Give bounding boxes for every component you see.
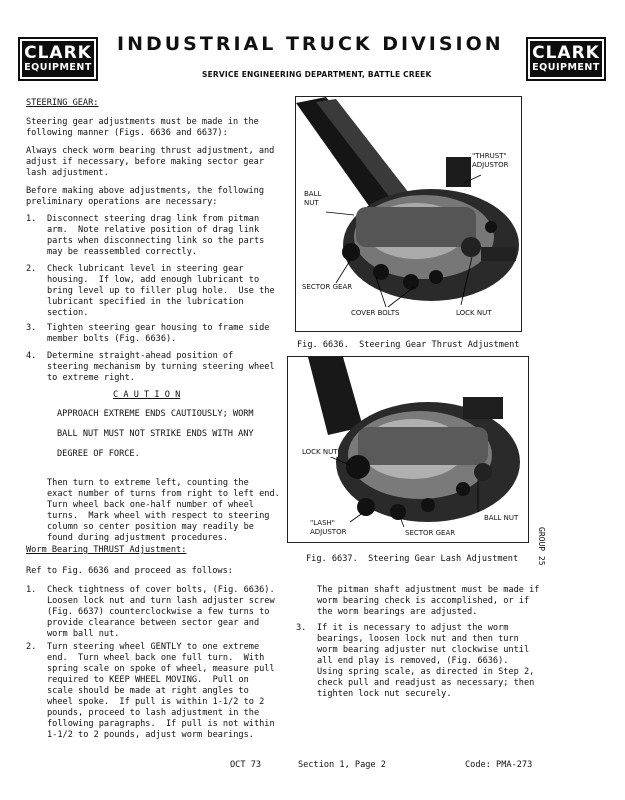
lock-nut-label: LOCK NUT [456, 309, 492, 317]
step-text: Turn steering wheel GENTLY to one extreme end. Turn wheel back one full turn. With spring scale on spoke of wheel, measure pull required to KEEP WHEEL MOVING. Pull on scale should be made at right angles to wheel spoke. If pull is within 1-1/2 to 2 pounds, proceed to lash adjustment in the following paragraphs. If pull is not within 1-1/2 to 2 pounds, adjust worm bearings. [47, 642, 275, 740]
page-subtitle: SERVICE ENGINEERING DEPARTMENT, BATTLE CREEK [202, 70, 432, 79]
steering-gear-heading: STEERING GEAR: [26, 98, 99, 108]
figure-6636-caption: Fig. 6636. Steering Gear Thrust Adjustment [297, 340, 520, 350]
pitman-paragraph: The pitman shaft adjustment must be made if worm bearing check is accomplished, or if the worm bearings are adjusted. [317, 585, 540, 617]
cover-bolts-label: COVER BOLTS [351, 309, 400, 317]
step-text: Check lubricant level in steering gear housing. If low, add enough lubricant to bring level up to filler plug hole. Use the lubricant specified in the lubrication section. [47, 264, 275, 318]
figure-6636 [295, 96, 522, 332]
step-number: 3. [296, 623, 307, 633]
ball-nut-label: BALL NUT [304, 190, 322, 207]
check-paragraph: Always check worm bearing thrust adjustment, and adjust if necessary, before making sector gear lash adjustment. [26, 146, 275, 178]
lock-nut-label-2: LOCK NUT [302, 448, 338, 456]
step-number: 3. [26, 323, 37, 333]
thrust-adjustor-label: "THRUST" ADJUSTOR [472, 152, 509, 169]
footer-date: OCT 73 [230, 760, 262, 770]
figure-6637 [287, 356, 529, 543]
intro-paragraph: Steering gear adjustments must be made in the following manner (Figs. 6636 and 6637): [26, 117, 259, 138]
preliminary-paragraph: Before making above adjustments, the following preliminary operations are necessary: [26, 186, 264, 207]
step-number: 2. [26, 264, 37, 274]
reference-line: Ref to Fig. 6636 and proceed as follows: [26, 566, 233, 576]
caution-line: DEGREE OF FORCE. [57, 449, 140, 459]
turn-paragraph: Then turn to extreme left, counting the exact number of turns from right to left end. Turn wheel back one-half number of wheel turns. Mark wheel with respect to steering column so center position may readily be found during adjustment procedures. [47, 478, 280, 543]
sector-gear-label: SECTOR GEAR [302, 283, 353, 291]
step-text: Check tightness of cover bolts, (Fig. 6636). Loosen lock nut and turn lash adjuster screw (Fig. 6637) counterclockwise a few turns to provide clearance between sector gear and worm ball nut. [47, 585, 275, 639]
lash-adjustor-label: "LASH" ADJUSTOR [310, 519, 347, 536]
caution-line: BALL NUT MUST NOT STRIKE ENDS WITH ANY [57, 429, 254, 439]
step-number: 2. [26, 642, 37, 652]
sector-gear-label-2: SECTOR GEAR [405, 529, 456, 537]
caution-title: C A U T I O N [113, 390, 181, 400]
step-number: 1. [26, 214, 37, 224]
step-number: 1. [26, 585, 37, 595]
clark-logo-right: CLARK EQUIPMENT [526, 37, 606, 81]
figure-6637-caption: Fig. 6637. Steering Gear Lash Adjustment [306, 554, 519, 564]
clark-logo-left: CLARK EQUIPMENT [18, 37, 98, 81]
worm-bearing-heading: Worm Bearing THRUST Adjustment: [26, 545, 187, 555]
steering-gear-photo [296, 97, 521, 331]
step-text: Disconnect steering drag link from pitman arm. Note relative position of drag link parts when disconnecting link so the parts may be reassembled correctly. [47, 214, 265, 257]
page-title: INDUSTRIAL TRUCK DIVISION [117, 33, 504, 55]
caution-line: APPROACH EXTREME ENDS CAUTIOUSLY; WORM [57, 409, 254, 419]
step-text: Determine straight-ahead position of steering mechanism by turning steering wheel to extreme right. [47, 351, 275, 383]
group-tab: GROUP 25 [537, 527, 546, 566]
footer-code: Code: PMA-273 [465, 760, 533, 770]
step-text: Tighten steering gear housing to frame side member bolts (Fig. 6636). [47, 323, 270, 344]
footer-section: Section 1, Page 2 [298, 760, 386, 770]
ball-nut-label-2: BALL NUT [484, 514, 519, 522]
step-number: 4. [26, 351, 37, 361]
step-text: If it is necessary to adjust the worm bearings, loosen lock nut and then turn worm bearing adjuster nut clockwise until all end play is removed, (Fig. 6636). Using spring scale, as directed in Step 2, check pull and readjust as necessary; then tighten lock nut securely. [317, 623, 535, 699]
